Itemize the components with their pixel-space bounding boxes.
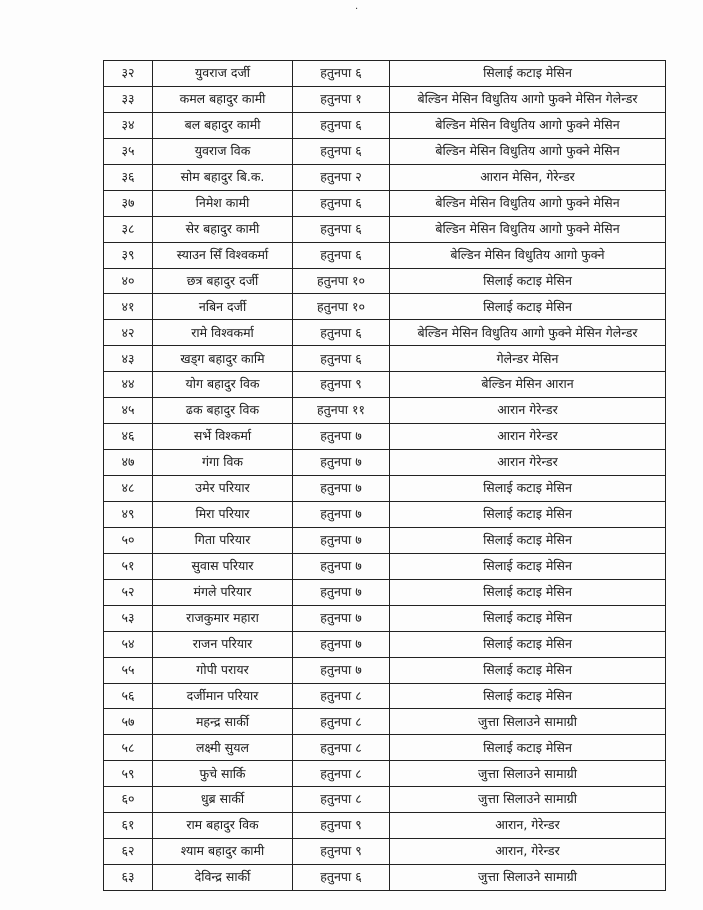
serial-number-cell: ३२ <box>104 61 153 87</box>
address-cell: हतुनपा ९ <box>293 813 390 839</box>
table-row <box>104 709 666 735</box>
equipment-cell: सिलाई कटाइ मेसिन <box>390 579 666 605</box>
name-cell: ढक बहादुर विक <box>153 398 293 424</box>
equipment-cell: बेल्डिन मेसिन विधुतिय आगो फुक्ने मेसिन गेलेन्डर <box>390 86 666 112</box>
equipment-cell: सिलाई कटाइ मेसिन <box>390 268 666 294</box>
equipment-cell: बेल्डिन मेसिन विधुतिय आगो फुक्ने मेसिन <box>390 138 666 164</box>
address-cell: हतुनपा ९ <box>293 372 390 398</box>
address-cell: हतुनपा ६ <box>293 242 390 268</box>
table-row <box>104 865 666 891</box>
name-cell: युवराज दर्जी <box>153 61 293 87</box>
equipment-cell: सिलाई कटाइ मेसिन <box>390 294 666 320</box>
equipment-cell: बेल्डिन मेसिन विधुतिय आगो फुक्ने मेसिन गेलेन्डर <box>390 320 666 346</box>
table-row <box>104 372 666 398</box>
address-cell: हतुनपा ८ <box>293 787 390 813</box>
address-cell: हतुनपा ६ <box>293 216 390 242</box>
equipment-cell: जुत्ता सिलाउने सामाग्री <box>390 865 666 891</box>
table-row <box>104 112 666 138</box>
table-row <box>104 268 666 294</box>
name-cell: बल बहादुर कामी <box>153 112 293 138</box>
table-row <box>104 346 666 372</box>
scan-speck: · <box>355 4 359 15</box>
address-cell: हतुनपा ७ <box>293 424 390 450</box>
address-cell: हतुनपा ६ <box>293 61 390 87</box>
equipment-cell: जुत्ता सिलाउने सामाग्री <box>390 709 666 735</box>
name-cell: कमल बहादुर कामी <box>153 86 293 112</box>
serial-number-cell: ३६ <box>104 164 153 190</box>
name-cell: राजन परियार <box>153 631 293 657</box>
equipment-cell: बेल्डिन मेसिन विधुतिय आगो फुक्ने मेसिन <box>390 216 666 242</box>
address-cell: हतुनपा ७ <box>293 501 390 527</box>
table-row <box>104 242 666 268</box>
address-cell: हतुनपा ६ <box>293 190 390 216</box>
equipment-cell: सिलाई कटाइ मेसिन <box>390 605 666 631</box>
table-row <box>104 839 666 865</box>
table-row <box>104 216 666 242</box>
serial-number-cell: ६० <box>104 787 153 813</box>
serial-number-cell: ६१ <box>104 813 153 839</box>
address-cell: हतुनपा ११ <box>293 398 390 424</box>
address-cell: हतुनपा ६ <box>293 112 390 138</box>
name-cell: मिरा परियार <box>153 501 293 527</box>
address-cell: हतुनपा ८ <box>293 735 390 761</box>
equipment-cell: सिलाई कटाइ मेसिन <box>390 683 666 709</box>
serial-number-cell: ४८ <box>104 476 153 502</box>
name-cell: छत्र बहादुर दर्जी <box>153 268 293 294</box>
name-cell: गोपी परायर <box>153 657 293 683</box>
address-cell: हतुनपा ६ <box>293 865 390 891</box>
name-cell: दर्जीमान परियार <box>153 683 293 709</box>
name-cell: सर्भे विश्कर्मा <box>153 424 293 450</box>
name-cell: राम बहादुर विक <box>153 813 293 839</box>
equipment-cell: सिलाई कटाइ मेसिन <box>390 657 666 683</box>
serial-number-cell: ५२ <box>104 579 153 605</box>
name-cell: देविन्द्र सार्की <box>153 865 293 891</box>
equipment-cell: बेल्डिन मेसिन विधुतिय आगो फुक्ने मेसिन <box>390 190 666 216</box>
serial-number-cell: ५० <box>104 527 153 553</box>
equipment-cell: बेल्डिन मेसिन विधुतिय आगो फुक्ने <box>390 242 666 268</box>
address-cell: हतुनपा ८ <box>293 683 390 709</box>
name-cell: योग बहादुर विक <box>153 372 293 398</box>
serial-number-cell: ६२ <box>104 839 153 865</box>
serial-number-cell: ५७ <box>104 709 153 735</box>
equipment-cell: सिलाई कटाइ मेसिन <box>390 476 666 502</box>
address-cell: हतुनपा ७ <box>293 553 390 579</box>
equipment-cell: सिलाई कटाइ मेसिन <box>390 631 666 657</box>
table-row <box>104 501 666 527</box>
address-cell: हतुनपा ७ <box>293 605 390 631</box>
table-row <box>104 61 666 87</box>
name-cell: नबिन दर्जी <box>153 294 293 320</box>
address-cell: हतुनपा १ <box>293 86 390 112</box>
name-cell: सेर बहादुर कामी <box>153 216 293 242</box>
name-cell: सुवास परियार <box>153 553 293 579</box>
serial-number-cell: ४२ <box>104 320 153 346</box>
table-row <box>104 450 666 476</box>
address-cell: हतुनपा १० <box>293 268 390 294</box>
serial-number-cell: ५४ <box>104 631 153 657</box>
serial-number-cell: ४४ <box>104 372 153 398</box>
name-cell: स्याउन सिँ विश्वकर्मा <box>153 242 293 268</box>
address-cell: हतुनपा ७ <box>293 476 390 502</box>
serial-number-cell: ३८ <box>104 216 153 242</box>
table-row <box>104 605 666 631</box>
table-row <box>104 86 666 112</box>
equipment-cell: सिलाई कटाइ मेसिन <box>390 501 666 527</box>
equipment-cell: आरान, गेरेन्डर <box>390 813 666 839</box>
table-row <box>104 735 666 761</box>
table-row <box>104 631 666 657</box>
table-row <box>104 579 666 605</box>
table-row <box>104 683 666 709</box>
address-cell: हतुनपा २ <box>293 164 390 190</box>
table-row <box>104 761 666 787</box>
table-row <box>104 320 666 346</box>
serial-number-cell: ३७ <box>104 190 153 216</box>
serial-number-cell: ४३ <box>104 346 153 372</box>
equipment-cell: आरान मेसिन, गेरेन्डर <box>390 164 666 190</box>
table-row <box>104 398 666 424</box>
equipment-cell: बेल्डिन मेसिन विधुतिय आगो फुक्ने मेसिन <box>390 112 666 138</box>
equipment-cell: गेलेन्डर मेसिन <box>390 346 666 372</box>
serial-number-cell: ४५ <box>104 398 153 424</box>
address-cell: हतुनपा ७ <box>293 527 390 553</box>
address-cell: हतुनपा ७ <box>293 657 390 683</box>
equipment-cell: जुत्ता सिलाउने सामाग्री <box>390 761 666 787</box>
equipment-cell: बेल्डिन मेसिन आरान <box>390 372 666 398</box>
table-row <box>104 657 666 683</box>
address-cell: हतुनपा ७ <box>293 631 390 657</box>
address-cell: हतुनपा ७ <box>293 579 390 605</box>
address-cell: हतुनपा ७ <box>293 450 390 476</box>
serial-number-cell: ४६ <box>104 424 153 450</box>
address-cell: हतुनपा ६ <box>293 320 390 346</box>
name-cell: लक्ष्मी सुयल <box>153 735 293 761</box>
equipment-cell: आरान गेरेन्डर <box>390 398 666 424</box>
name-cell: युवराज विक <box>153 138 293 164</box>
address-cell: हतुनपा ९ <box>293 839 390 865</box>
serial-number-cell: ४१ <box>104 294 153 320</box>
table-row <box>104 813 666 839</box>
address-cell: हतुनपा ८ <box>293 761 390 787</box>
name-cell: उमेर परियार <box>153 476 293 502</box>
table-row <box>104 527 666 553</box>
serial-number-cell: ५५ <box>104 657 153 683</box>
name-cell: रामे विश्वकर्मा <box>153 320 293 346</box>
serial-number-cell: ५८ <box>104 735 153 761</box>
serial-number-cell: ५३ <box>104 605 153 631</box>
equipment-cell: जुत्ता सिलाउने सामाग्री <box>390 787 666 813</box>
serial-number-cell: ४० <box>104 268 153 294</box>
table-row <box>104 294 666 320</box>
serial-number-cell: ३५ <box>104 138 153 164</box>
name-cell: सोम बहादुर बि.क. <box>153 164 293 190</box>
table-row <box>104 190 666 216</box>
address-cell: हतुनपा १० <box>293 294 390 320</box>
equipment-cell: आरान गेरेन्डर <box>390 450 666 476</box>
equipment-cell: सिलाई कटाइ मेसिन <box>390 735 666 761</box>
equipment-cell: सिलाई कटाइ मेसिन <box>390 553 666 579</box>
serial-number-cell: ५६ <box>104 683 153 709</box>
table-row <box>104 787 666 813</box>
address-cell: हतुनपा ६ <box>293 346 390 372</box>
serial-number-cell: ५१ <box>104 553 153 579</box>
name-cell: श्याम बहादुर कामी <box>153 839 293 865</box>
table-row <box>104 164 666 190</box>
address-cell: हतुनपा ८ <box>293 709 390 735</box>
name-cell: फुचे सार्कि <box>153 761 293 787</box>
name-cell: गिता परियार <box>153 527 293 553</box>
name-cell: मंगले परियार <box>153 579 293 605</box>
table-row <box>104 553 666 579</box>
equipment-cell: सिलाई कटाइ मेसिन <box>390 61 666 87</box>
beneficiary-table <box>103 60 666 891</box>
name-cell: महन्द्र सार्की <box>153 709 293 735</box>
name-cell: राजकुमार महारा <box>153 605 293 631</box>
serial-number-cell: ३९ <box>104 242 153 268</box>
equipment-cell: सिलाई कटाइ मेसिन <box>390 527 666 553</box>
address-cell: हतुनपा ६ <box>293 138 390 164</box>
equipment-cell: आरान, गेरेन्डर <box>390 839 666 865</box>
table-row <box>104 138 666 164</box>
serial-number-cell: ३३ <box>104 86 153 112</box>
table-row <box>104 424 666 450</box>
serial-number-cell: ३४ <box>104 112 153 138</box>
name-cell: गंगा विक <box>153 450 293 476</box>
equipment-cell: आरान गेरेन्डर <box>390 424 666 450</box>
name-cell: धुब्र सार्की <box>153 787 293 813</box>
serial-number-cell: ६३ <box>104 865 153 891</box>
serial-number-cell: ४९ <box>104 501 153 527</box>
table-row <box>104 476 666 502</box>
name-cell: निमेश कामी <box>153 190 293 216</box>
serial-number-cell: ५९ <box>104 761 153 787</box>
name-cell: खड्ग बहादुर कामि <box>153 346 293 372</box>
serial-number-cell: ४७ <box>104 450 153 476</box>
table-body <box>104 61 666 891</box>
